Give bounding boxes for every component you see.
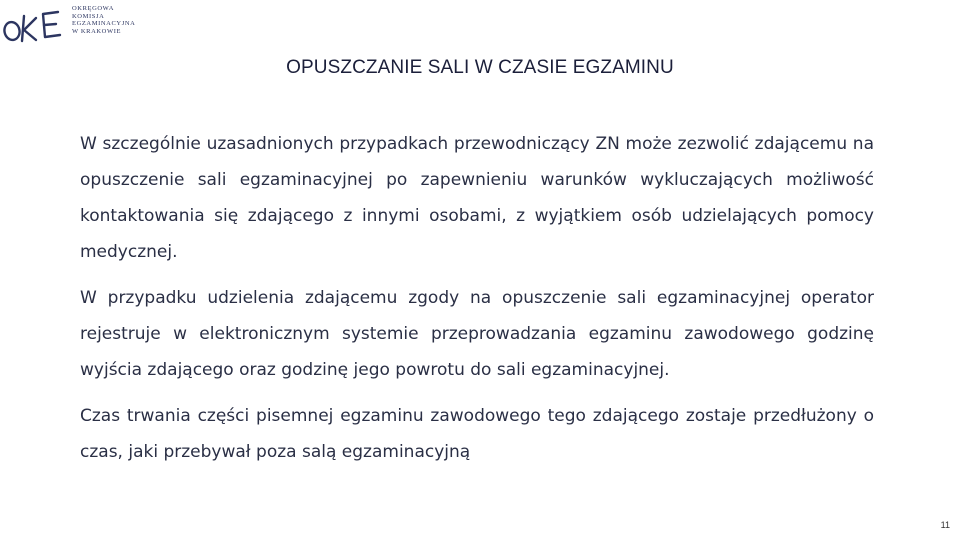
page-number: 11 bbox=[940, 520, 950, 530]
paragraph-time-registration: W przypadku udzielenia zdającemu zgody na opuszczenie sali egzaminacyjnej operator rejestruje w elektronicznym systemie przeprowadzania egzaminu zawodowego godzinę wyjścia zdającego oraz godzinę jego powrotu do sali egzaminacyjnej. bbox=[80, 288, 874, 380]
paragraph-leaving-permission: W szczególnie uzasadnionych przypadkach przewodniczący ZN może zezwolić zdającemu na opuszczenie sali egzaminacyjnej po zapewnieniu warunków wykluczających możliwość kontaktowania się zdającego z innymi osobami, z wyjątkiem osób udzielających pomocy medycznej. bbox=[80, 134, 874, 262]
slide-body bbox=[80, 126, 874, 470]
oke-logo-mark bbox=[2, 4, 66, 44]
oke-logo bbox=[2, 2, 152, 46]
logo-line: KOMISJA bbox=[72, 12, 105, 20]
oke-logo-text bbox=[72, 5, 135, 35]
logo-line: W KRAKOWIE bbox=[72, 27, 122, 35]
paragraph-time-extension: Czas trwania części pisemnej egzaminu zawodowego tego zdającego zostaje przedłużony o czas, jaki przebywał poza salą egzaminacyjną bbox=[80, 406, 874, 462]
logo-line: EGZAMINACYJNA bbox=[72, 20, 136, 28]
slide-title: OPUSZCZANIE SALI W CZASIE EGZAMINU bbox=[286, 57, 674, 78]
logo-line: OKRĘGOWA bbox=[72, 5, 114, 12]
